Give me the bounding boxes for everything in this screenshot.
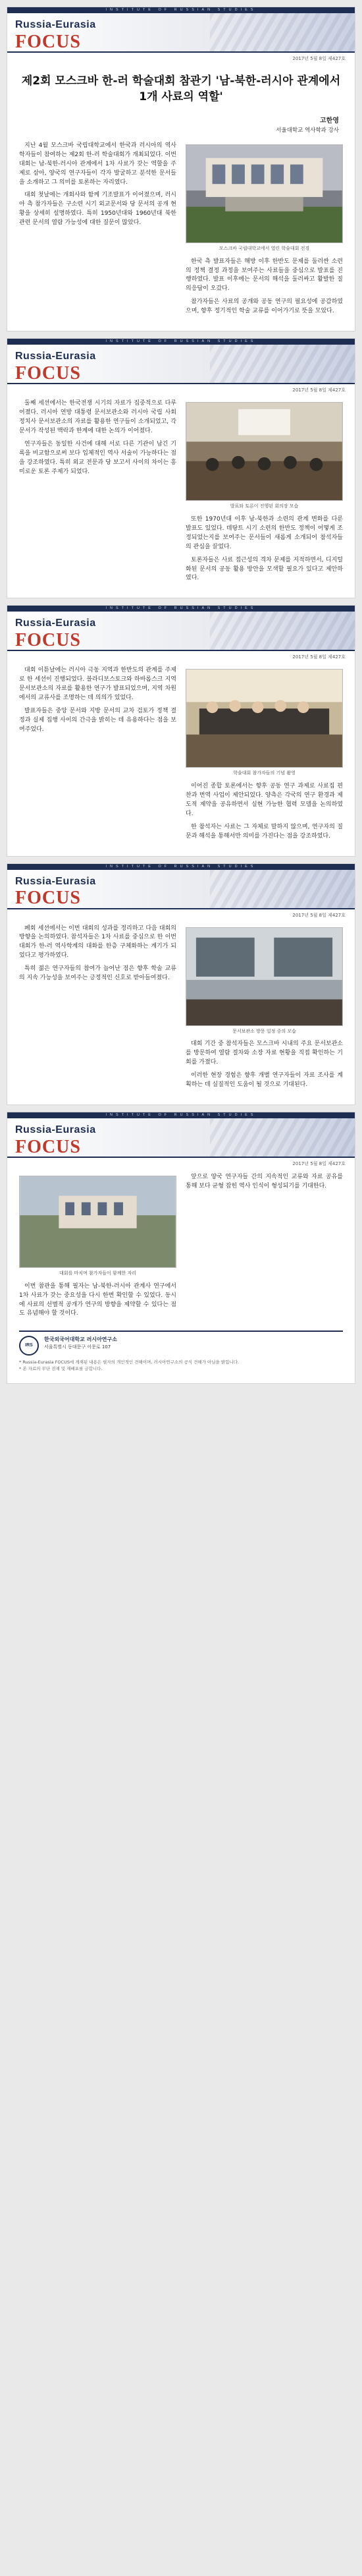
masthead-focus: FOCUS xyxy=(15,31,81,52)
publisher-footer xyxy=(19,1331,343,1356)
body-columns xyxy=(7,661,355,845)
masthead-strip: INSTITUTE OF RUSSIAN STUDIES xyxy=(7,339,355,345)
issue-line: 2017년 5월 8일 제427호 xyxy=(292,654,346,660)
document xyxy=(0,7,362,1384)
footer-notes xyxy=(19,1360,343,1373)
page-5 xyxy=(7,1112,355,1384)
author-affiliation: 서울대학교 역사학과 강사 xyxy=(276,127,339,134)
paragraph: 발표자들은 중앙 문서와 지방 문서의 교차 검토가 정책 결정과 실제 집행 사이의 간극을 밝히는 데 유용하다는 점을 보여주었다. xyxy=(19,708,176,733)
photo-caption: 대회를 마치며 참가자들이 함께한 자리 xyxy=(59,1270,137,1276)
masthead-decoration xyxy=(210,1118,355,1157)
paragraph: 한 참석자는 사료는 그 자체로 말하지 않으며, 연구자의 질문과 해석을 통해서만 의미를 가진다는 점을 강조하였다. xyxy=(186,823,343,840)
masthead-decoration xyxy=(210,870,355,908)
issue-line: 2017년 5월 8일 제427호 xyxy=(292,387,346,393)
closing-photo xyxy=(19,1176,176,1268)
masthead xyxy=(7,1118,355,1158)
masthead-decoration xyxy=(210,345,355,383)
body-columns xyxy=(7,136,355,320)
masthead-region: Russia-Eurasia xyxy=(15,617,96,629)
paragraph: 한국 측 발표자들은 해방 이후 한반도 문제를 둘러싼 소련의 정책 결정 과정을 보여주는 사료들을 중심으로 발표를 진행하였다. 발표 이후에는 문서의 해석을 둘러싸고 활발한 질의응답이 오갔다. xyxy=(186,258,343,293)
masthead-decoration xyxy=(210,13,355,51)
paragraph: 둘째 세션에서는 한국전쟁 시기의 자료가 집중적으로 다루어졌다. 러시아 연방 대통령 문서보관소와 러시아 국립 사회정치사 문서보관소의 자료를 활용한 연구들이 소개되었고, 각 문서가 작성된 맥락과 한계에 대한 논의가 이어졌다. xyxy=(19,400,176,434)
paragraph: 앞으로 양국 연구자들 간의 지속적인 교류와 자료 공유를 통해 보다 균형 잡힌 역사 인식이 형성되기를 기대한다. xyxy=(186,1173,343,1189)
right-column xyxy=(186,666,343,845)
paragraph: 참가자들은 사료의 공개와 공동 연구의 필요성에 공감하였으며, 향후 정기적인 학술 교류를 이어가기로 뜻을 모았다. xyxy=(186,299,343,315)
author-name: 고한영 xyxy=(320,117,339,125)
article-title: 제2회 모스크바 한-러 학술대회 참관기 '남-북한-러시아 관계에서 1개 사료의 역할' xyxy=(21,74,341,104)
masthead-focus: FOCUS xyxy=(15,363,81,384)
body-columns xyxy=(7,1168,355,1323)
conference-photo xyxy=(186,144,343,243)
paragraph: 연구자들은 동일한 사건에 대해 서로 다른 기관이 남긴 기록을 비교함으로써 보다 입체적인 역사 서술이 가능하다는 점을 강조하였다. 특히 외교 전문과 당 보고서 사이의 차이는 흥미로운 토론 주제가 되었다. xyxy=(19,440,176,475)
paragraph: 대회 이튿날에는 러시아 극동 지역과 한반도의 관계를 주제로 한 세션이 진행되었다. 블라디보스토크와 하바롭스크 지역 문서보관소의 자료를 활용한 연구가 발표되었으며, 지역 차원에서의 교류사를 조명하는 데 의의가 있었다. xyxy=(19,667,176,702)
masthead-region: Russia-Eurasia xyxy=(15,351,96,362)
masthead xyxy=(7,345,355,384)
masthead-strip: INSTITUTE OF RUSSIAN STUDIES xyxy=(7,864,355,870)
page-1 xyxy=(7,7,355,331)
paragraph: 폐회 세션에서는 이번 대회의 성과를 정리하고 다음 대회의 방향을 논의하였다. 참석자들은 1차 사료를 중심으로 한 이번 대회가 한-러 역사학계의 대화를 한층 구체화하는 계기가 되었다고 평가하였다. xyxy=(19,925,176,959)
paragraph: 이어진 종합 토론에서는 향후 공동 연구 과제로 사료집 편찬과 번역 사업이 제안되었다. 양측은 각국의 연구 환경과 제도적 제약을 공유하면서 실현 가능한 협력 모델을 논의하였다. xyxy=(186,783,343,817)
masthead-region: Russia-Eurasia xyxy=(15,875,96,887)
article-headline xyxy=(7,63,355,109)
left-column xyxy=(19,666,176,845)
page-4 xyxy=(7,863,355,1105)
disclaimer-note: * Russia-Eurasia FOCUS에 게재된 내용은 필자의 개인적인 견해이며, 러시아연구소의 공식 견해가 아님을 밝힙니다. xyxy=(19,1360,240,1365)
publisher-name: 한국외국어대학교 러시아연구소 xyxy=(44,1336,117,1343)
photo-caption: 학술대회 참가자들의 기념 촬영 xyxy=(233,770,296,776)
photo-caption: 문서보관소 방문 일정 중의 모습 xyxy=(232,1028,296,1034)
page-2 xyxy=(7,338,355,598)
masthead xyxy=(7,870,355,909)
paragraph: 또한 1970년대 이후 남-북한과 소련의 관계 변화를 다룬 발표도 있었다. 데탕트 시기 소련의 한반도 정책이 어떻게 조정되었는지를 보여주는 문서들이 새롭게 소개되어 참석자들의 관심을 끌었다. xyxy=(186,515,343,550)
body-columns xyxy=(7,394,355,587)
paragraph: 지난 4월 모스크바 국립대학교에서 한국과 러시아의 역사학자들이 참여하는 제2회 한-러 학술대회가 개최되었다. 이번 대회는 남-북한-러시아 관계에서 1차 사료가 갖는 역할을 주제로 삼아, 양국의 연구자들이 각자 발굴하고 분석한 문서들을 소개하고 그 의미를 토론하는 자리였다. xyxy=(19,142,176,186)
issue-line: 2017년 5월 8일 제427호 xyxy=(292,912,346,918)
right-column xyxy=(186,142,343,320)
left-column xyxy=(19,399,176,587)
issue-line: 2017년 5월 8일 제427호 xyxy=(292,56,346,61)
paragraph: 토론자들은 사료 접근성의 격차 문제를 지적하면서, 디지털화된 문서의 공동 활용 방안을 모색할 필요가 있다고 제안하였다. xyxy=(186,556,343,582)
masthead-strip: INSTITUTE OF RUSSIAN STUDIES xyxy=(7,7,355,13)
left-column xyxy=(19,142,176,320)
meeting-room-photo xyxy=(186,402,343,501)
masthead-strip: INSTITUTE OF RUSSIAN STUDIES xyxy=(7,606,355,612)
masthead-region: Russia-Eurasia xyxy=(15,19,96,30)
masthead-focus: FOCUS xyxy=(15,1136,81,1157)
publisher-info xyxy=(44,1336,117,1351)
left-column xyxy=(19,1173,176,1323)
right-column xyxy=(186,925,343,1094)
paragraph: 대회 기간 중 참석자들은 모스크바 시내의 주요 문서보관소를 방문하여 열람 절차와 소장 자료 현황을 직접 확인하는 기회를 가졌다. xyxy=(186,1041,343,1066)
masthead-focus: FOCUS xyxy=(15,888,81,909)
publisher-address: 서울특별시 동대문구 이문로 107 xyxy=(44,1344,111,1350)
paragraph: 이러한 현장 경험은 향후 개별 연구자들이 자료 조사를 계획하는 데 실질적인 도움이 될 것으로 기대된다. xyxy=(186,1072,343,1089)
body-columns xyxy=(7,919,355,1094)
paragraph: 이번 참관을 통해 필자는 남-북한-러시아 관계사 연구에서 1차 사료가 갖는 중요성을 다시 한번 확인할 수 있었다. 동시에 사료의 선별적 공개가 연구의 방향을 제약할 수 있다는 점도 유념해야 할 것이다. xyxy=(19,1282,176,1317)
masthead xyxy=(7,612,355,651)
right-column xyxy=(186,399,343,587)
masthead-region: Russia-Eurasia xyxy=(15,1124,96,1136)
masthead xyxy=(7,13,355,53)
group-photo xyxy=(186,669,343,768)
institute-seal: IRS xyxy=(19,1336,39,1356)
masthead-decoration xyxy=(210,612,355,650)
photo-caption: 발표와 토론이 진행된 회의장 모습 xyxy=(230,503,299,509)
author-block xyxy=(7,109,355,136)
issue-line: 2017년 5월 8일 제427호 xyxy=(292,1161,346,1167)
right-column xyxy=(186,1173,343,1323)
photo-caption: 모스크바 국립대학교에서 열린 학술대회 전경 xyxy=(219,245,310,251)
archive-visit-photo xyxy=(186,927,343,1026)
masthead-strip: INSTITUTE OF RUSSIAN STUDIES xyxy=(7,1112,355,1118)
copyright-note: * 본 자료의 무단 전재 및 재배포를 금합니다. xyxy=(19,1366,103,1372)
masthead-focus: FOCUS xyxy=(15,630,81,651)
paragraph: 특히 젊은 연구자들의 참여가 늘어난 점은 향후 학술 교류의 지속 가능성을 보여주는 긍정적인 신호로 받아들여졌다. xyxy=(19,965,176,982)
page-3 xyxy=(7,605,355,856)
paragraph: 대회 첫날에는 개회사와 함께 기조발표가 이어졌으며, 러시아 측 참가자들은 구소련 시기 외교문서와 당 문서의 공개 현황을 상세히 설명하였다. 특히 1950년대와 1960년대 북한 관련 문서의 열람 가능성에 대한 질문이 많았다. xyxy=(19,192,176,227)
left-column xyxy=(19,925,176,1094)
